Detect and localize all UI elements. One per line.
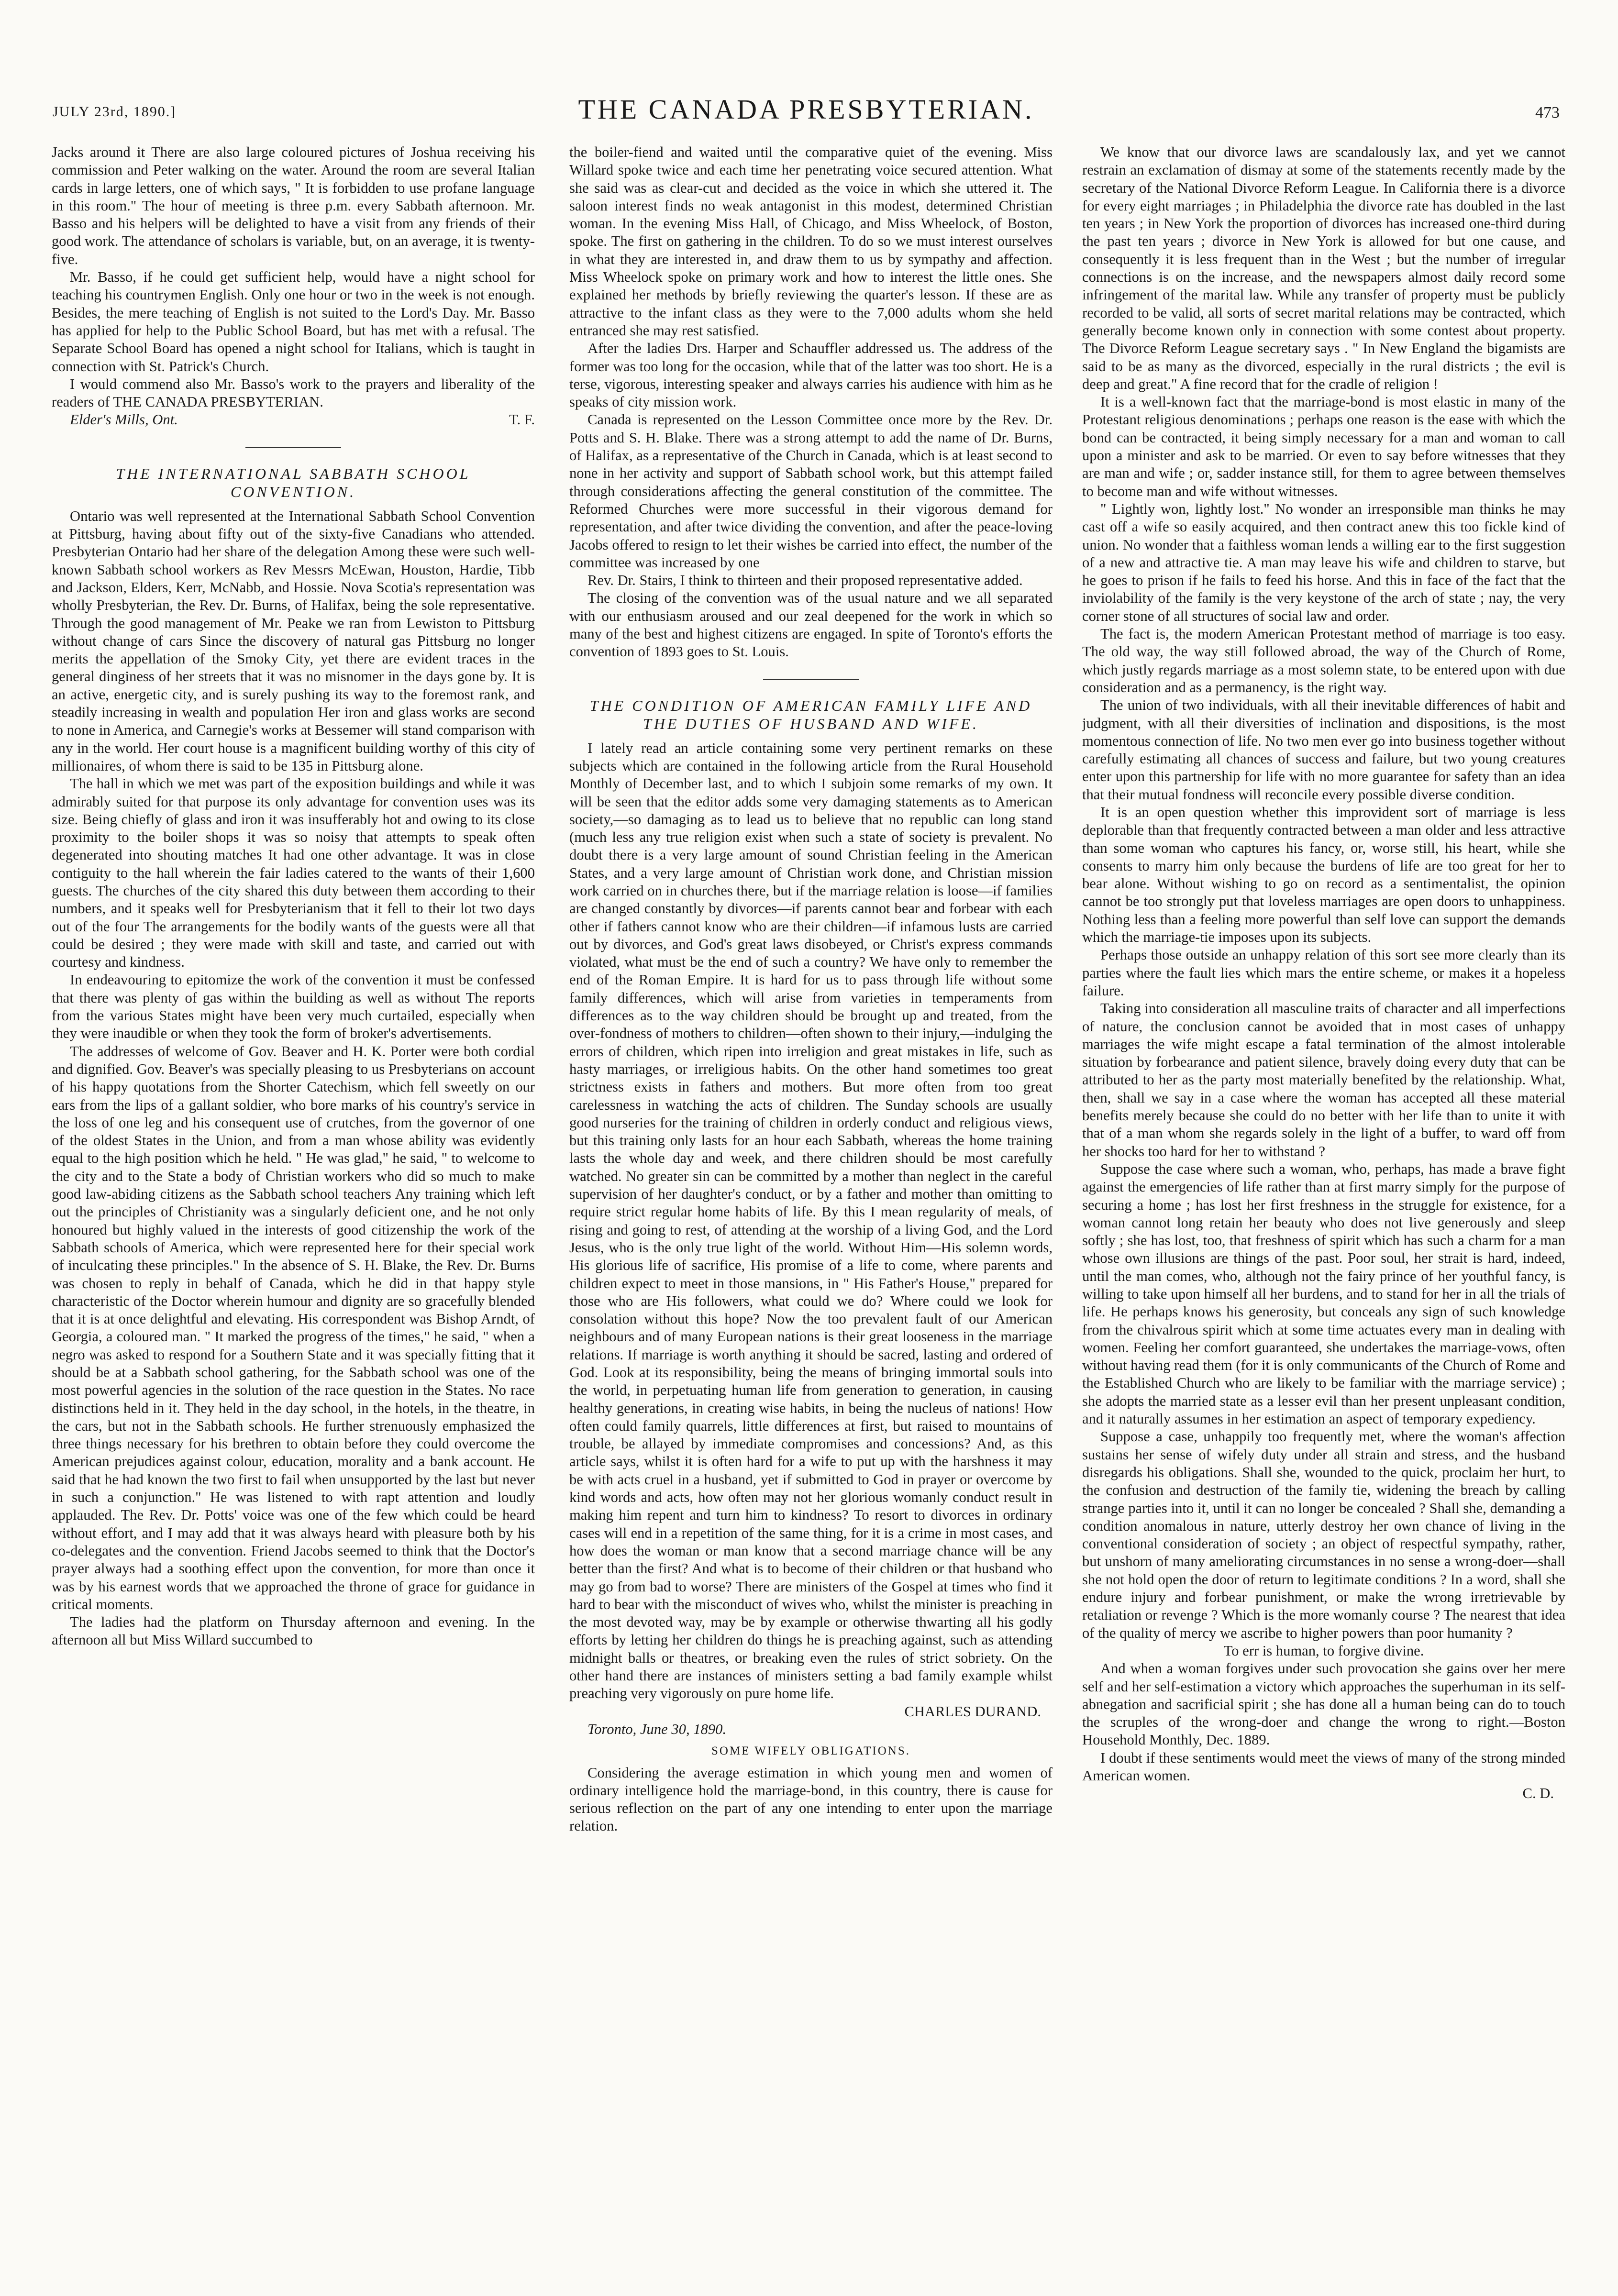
column-middle <box>569 144 1053 2267</box>
author-initials: C. D. <box>1522 1785 1554 1802</box>
paragraph: I would commend also Mr. Basso's work to the prayers and liberality of the readers of THE CANADA PRESBYTERIAN. <box>52 375 535 410</box>
paragraph: Mr. Basso, if he could get sufficient help, would have a night school for teaching his countrymen English. Only one hour or two in the week is not enough. Besides, the mere teaching of English is not suited to the Lord's Day. Mr. Basso has applied for help to the Public School Board, but has met with a refusal. The Separate School Board has opened a night school for Italians, which is taught in connection with St. Patrick's Church. <box>52 269 535 375</box>
dateline: Toronto, June 30, 1890. <box>587 1721 727 1737</box>
paragraph: The fact is, the modern American Protestant method of marriage is too easy. The old way, the way still followed abroad, the way of the Church of Rome, which justly regards marriage as a most solemn state, to be entered upon with due consideration and as a permanency, is the right way. <box>1082 626 1565 695</box>
paragraph: Perhaps those outside an unhappy relation of this sort see more clearly than its parties where the fault lies which mars the entire scheme, or makes it a hopeless failure. <box>1082 947 1565 999</box>
paragraph: Ontario was well represented at the International Sabbath School Convention at Pittsburg, having about fifty out of the sixty-five Canadians who attended. Presbyterian Ontario had her share of the delegation Among these were such well-known Sabbath school workers as Rev Messrs McEwan, Houston, Hardie, Tibb and Jackson, Elders, Kerr, McNabb, and Hossie. Nova Scotia's representation was wholly Presbyterian, the Rev. Dr. Burns, of Halifax, being the sole representative. Through the good management of Mr. Peake we ran from Lewiston to Pittsburg without change of cars Since the discovery of natural gas Pittsburg no longer merits the appellation of the Smoky City, yet there are evident traces in the general dinginess of her streets that it was no misnomer in the days gone by. It is an active, energetic city, and is surely pushing its way to the foremost rank, and steadily increasing in wealth and population Her iron and glass works are second to none in America, and Carnegie's works at Bessemer will stand comparison with any in the world. Her court house is a magnificent building worthy of this city of millionaires, of whom there is said to be 135 in Pittsburg alone. <box>52 508 535 774</box>
paragraph: Suppose the case where such a woman, who, perhaps, has made a brave fight against the emergencies of life rather than at first marry simply for the purpose of securing a home ; has lost her first freshness in the struggle for existence, for a woman cannot long retain her beauty who does not live generously and sleep softly ; she has lost, too, that freshness of spirit which has such a charm for a man whose own illusions are things of the past. Poor soul, her strait is hard, indeed, until the man comes, who, although not the fairy prince of her youthful fancy, is willing to take upon himself all her burdens, and to stand for her in all the trials of life. He perhaps knows his generosity, but conceals any sign of such knowledge from the chivalrous spirit which at some time actuates every man in dealing with women. Feeling her comfort guaranteed, she undertakes the marriage-vows, often without having read them (for it is only communicants of the Church of Rome and the Established Church who are likely to be familiar with the marriage service) ; she adopts the married state as a lesser evil than her present unpleasant condition, and it naturally assumes in her estimation an aspect of temporary expediency. <box>1082 1160 1565 1427</box>
author-signature: CHARLES DURAND. <box>904 1703 1041 1720</box>
paragraph: Taking into consideration all masculine traits of character and all imperfections of nature, the conclusion cannot be avoided that in most cases of unhappy marriages the wife might escape a fatal termination of the almost intolerable situation by forbearance and patient silence, bravely doing every duty that can be attributed to her as the party most materially benefited by the relationship. What, then, shall we say in a case where the woman has accepted all these material benefits merely because she could do no better with her life than to unite it with that of a man whom she regards solely in the light of a buffer, to ward off from her shocks too hard for her to withstand ? <box>1082 1000 1565 1159</box>
paragraph: The addresses of welcome of Gov. Beaver and H. K. Porter were both cordial and dignified. Gov. Beaver's was specially pleasing to us Presbyterians on account of his happy quotations from the Shorter Catechism, which fell sweetly on our ears from the lips of a gallant soldier, who bore marks of his country's service in the loss of one leg and his consequent use of crutches, from the governor of one of the oldest States in the Union, and from a man whose ability was evidently equal to the high position which he held. " He was glad," he said, " to welcome to the city and to the State a body of Christian workers who did so much to make good law-abiding citizens as the Sabbath school teachers Any training which left out the principles of Christianity was a singularly deficient one, and he not only honoured but highly valued in the interests of good citizenship the work of the Sabbath schools of America, which were represented here for their special work of inculcating these principles." In the absence of S. H. Blake, the Rev. Dr. Burns was chosen to reply in behalf of Canada, which he did in that happy style characteristic of the Doctor wherein humour and dignity are so gracefully blended that it is at once delightful and elevating. His correspondent was Bishop Arndt, of Georgia, a coloured man. " It marked the progress of the times," he said, " when a negro was asked to respond for a Southern State and it was specially fitting that it should be at a Sabbath school gathering, for the Sabbath school was one of the most powerful agencies in the solution of the race question in the States. No race distinctions held in it. They held in the day school, in the hotels, in the theatre, in the cars, but not in the Sabbath schools. He further strenuously emphasized the three things necessary for his brethren to obtain before they could overcome the American prejudices against colour, education, morality and a bank account. He said that he had known the two first to fail when unsupported by the last but never in such a conjunction." He was listened to with rapt attention and loudly applauded. The Rev. Dr. Potts' voice was one of the few which could be heard without effort, and I may add that it was always heard with pleasure both by his co-delegates and the convention. Friend Jacobs seemed to think that the Doctor's prayer always had a soothing effect upon the convention, for more than once it was by his earnest words that we approached the throne of grace for guidance in critical moments. <box>52 1043 535 1612</box>
paragraph: The ladies had the platform on Thursday afternoon and evening. In the afternoon all but Miss Willard succumbed to <box>52 1614 535 1648</box>
paragraph: " Lightly won, lightly lost." No wonder an irresponsible man thinks he may cast off a wife so easily acquired, and then contract anew this too fickle kind of union. No wonder that a faithless woman lends a willing ear to the first suggestion of a new and attractive tie. A man may leave his wife and children to starve, but he goes to prison if he fails to feed his horse. And this in face of the fact that the inviolability of the family is the very keystone of the arch of state ; nay, the very corner stone of all structures of social law and order. <box>1082 500 1565 624</box>
place-name: Elder's Mills, Ont. <box>70 411 178 428</box>
paragraph: After the ladies Drs. Harper and Schauffler addressed us. The address of the former was too long for the occasion, while that of the latter was too short. He is a terse, vigorous, interesting speaker and always carries his audience with him as he speaks of city mission work. <box>569 340 1053 410</box>
section-divider <box>245 447 341 448</box>
author-initials: T. F. <box>509 411 535 428</box>
paragraph: the boiler-fiend and waited until the comparative quiet of the evening. Miss Willard spoke twice and each time her penetrating voice secured attention. What she said was as clear-cut and decided as the voice in which she uttered it. The saloon interest finds no weak antagonist in this modest, determined Christian woman. In the evening Miss Hall, of Chicago, and Miss Wheelock, of Boston, spoke. The first on gathering in the children. To do so we must interest ourselves in what they are interested in, and draw them to us by sympathy and affection. Miss Wheelock spoke on primary work and how to interest the little ones. She explained her methods by briefly reviewing the quarter's lesson. If these are as attractive to the infant class as they were to the 7,000 adults whom she held entranced she may rest satisfied. <box>569 144 1053 339</box>
paragraph: It is an open question whether this improvident sort of marriage is less deplorable than that frequently contracted between a man older and less attractive than some woman who captures his fancy, or, worse still, his heart, while she consents to marry him only because the burdens of life are too great for her to bear alone. Without wishing to go on record as a sentimentalist, the opinion cannot be too strongly put that loveless marriages are open doors to unhappiness. Nothing less than a feeling more powerful than self love can support the demands which the marriage-tie imposes upon its subjects. <box>1082 804 1565 946</box>
paragraph: We know that our divorce laws are scandalously lax, and yet we cannot restrain an exclamation of dismay at some of the statements recently made by the secretary of the National Divorce Reform League. In California there is a divorce for every eight marriages ; in Philadelphia the divorce rate has doubled in the last ten years ; in New York the proportion of divorces has increased one-third during the past ten years ; divorce in New York is allowed for but one cause, and consequently it is less frequent than in the West ; but the number of irregular connections is on the increase, and the newspapers almost daily record some infringement of the marital law. While any transfer of property must be publicly recorded to be valid, all sorts of secret marital relations may be contracted, which generally become known only in connection with some contest about property. The Divorce Reform League secretary says . " In New England the bigamists are said to be as many as the divorced, especially in the rural districts ; the evil is deep and great." A fine record that for the cradle of religion ! <box>1082 144 1565 392</box>
newspaper-title: THE CANADA PRESBYTERIAN. <box>578 94 1034 125</box>
paragraph: The union of two individuals, with all their inevitable differences of habit and judgment, with all their diversities of inclination and dispositions, is the most momentous connection of life. No two men ever go into business together without carefully estimating all chances of success and failure, but two young creatures enter upon this partnership for life with no more guarantee for safety than an idea that their mutual fondness will reconcile every possible diverse condition. <box>1082 697 1565 803</box>
article-heading: THE INTERNATIONAL SABBATH SCHOOL CONVENTION. <box>116 464 471 500</box>
paragraph: The closing of the convention was of the usual nature and we all separated with our enthusiasm aroused and our zeal deepened for the work in which so many of the best and highest citizens are engaged. In spite of Toronto's efforts the convention of 1893 goes to St. Louis. <box>569 590 1053 660</box>
paragraph: Considering the average estimation in which young men and women of ordinary intelligence hold the marriage-bond, in this country, there is cause for serious reflection on the part of any one intending to enter upon the marriage relation. <box>569 1764 1053 1834</box>
column-right <box>1082 144 1565 2267</box>
paragraph: I doubt if these sentiments would meet the views of many of the strong minded American women. <box>1082 1749 1565 1784</box>
paragraph: Canada is represented on the Lesson Committee once more by the Rev. Dr. Potts and S. H. Blake. There was a strong attempt to add the name of Dr. Burns, of Halifax, as a representative of the Church in Canada, which is at least second to none in her activity and support of Sabbath school work, but this attempt failed through considerations affecting the general constitution of the committee. The Reformed Churches were more successful in their vigorous demand for representation, and after twice dividing the convention, and after the peace-loving Jacobs offered to resign to let their wishes be carried into effect, the number of the committee was increased by one <box>569 411 1053 571</box>
paragraph: In endeavouring to epitomize the work of the convention it must be confessed that there was plenty of gas within the building as well as without The reports from the various States might have been very much curtailed, especially when they were inaudible or when they took the form of broker's advertisements. <box>52 971 535 1042</box>
paragraph: Suppose a case, unhappily too frequently met, where the woman's affection sustains her sense of wifely duty under all strain and stress, and the husband disregards his obligations. Shall she, wounded to the quick, proclaim her hurt, to the confusion and destruction of the family tie, widening the breach by calling strange parties into it, until it can no longer be concealed ? Shall she, demanding a condition anomalous in nature, utterly destroy her own chance of living in the conventional consideration of society ; an object of respectful sympathy, rather, but unshorn of many ameliorating circumstances in no sense a wrong-doer—shall she not hold open the door of return to legitimate conditions ? In a word, shall she endure injury and forbear punishment, or make the wrong irretrievable by retaliation or revenge ? Which is the more womanly course ? The nearest that idea of the quality of mercy we ascribe to higher powers than poor humanity ? <box>1082 1428 1565 1641</box>
paragraph: The hall in which we met was part of the exposition buildings and while it was admirably suited for that purpose its only advantage for convention uses was its size. Being chiefly of glass and iron it was insufferably hot and owing to its close proximity to the boiler shops it was so noisy that attempts to speak often degenerated into shouting matches It had one other advantage. It was in close contiguity to the hall wherein the fair ladies catered to the wants of their 1,600 guests. The churches of the city shared this duty between them according to their numbers, and it speaks well for Presbyterianism that it fell to their lot two days out of the four The arrangements for the bodily wants of the guests were all that could be desired ; they were made with skill and taste, and carried out with courtesy and kindness. <box>52 775 535 971</box>
issue-date: JULY 23rd, 1890.] <box>53 104 177 120</box>
paragraph: Rev. Dr. Stairs, I think to thirteen and their proposed representative added. <box>587 572 1023 589</box>
article-subheading: SOME WIFELY OBLIGATIONS. <box>711 1744 911 1758</box>
paragraph: And when a woman forgives under such provocation she gains over her mere self and her self-estimation a victory which approaches the superhuman in its self-abnegation and sacrificial spirit ; she has done all a human being can do to touch the scruples of the wrong-doer and change the wrong to right.—Boston Household Monthly, Dec. 1889. <box>1082 1660 1565 1748</box>
section-divider <box>763 679 859 680</box>
column-left <box>52 144 535 2267</box>
paragraph: Jacks around it There are also large coloured pictures of Joshua receiving his commission and Peter walking on the water. Around the room are several Italian cards in large letters, one of which says, " It is forbidden to use profane language in this room." The hour of meeting is three p.m. every Sabbath afternoon. Mr. Basso and his helpers will be delighted to have a visit from any friends of their good work. The attendance of scholars is variable, but, on an average, it is twenty-five. <box>52 144 535 267</box>
page-number: 473 <box>1535 104 1560 121</box>
paragraph: I lately read an article containing some very pertinent remarks on these subjects which are contained in the following article from the Rural Household Monthly of December last, and to which I subjoin some remarks of my own. It will be seen that the editor adds some very damaging statements as to American society,—so damaging as to lead us to believe that no republic can long stand (much less any true religion exist when such a state of society is prevalent. No doubt there is a very large amount of sound Christian feeling in the American States, and a very large amount of Christian work done, and Christian mission work carried on in churches there, but if the marriage relation is loose—if families are changed constantly by divorces—if parents cannot bear and forbear with each other if fathers cannot know who are their children—if infamous lusts are carried out by divorces, and God's great laws disobeyed, or Christ's express commands violated, what must be the end of such a country? We have only to remember the end of the Roman Empire. It is hard for us to pass through life without some family differences, which will arise from varieties in temperaments from differences as to the way children should be brought up and treated, from the over-fondness of mothers to children—often shown to their injury,—indulging the errors of children, which ripen into irreligion and great mistakes in life, such as hasty marriages, or irreligious habits. On the other hand sometimes too great strictness exists in fathers and mothers. But more often from too great carelessness in watching the acts of children. The Sunday schools are usually good nurseries for the training of children in orderly conduct and religious views, but this training only lasts for an hour each Sabbath, whereas the home training lasts the whole day and week, and there children should be most carefully watched. No greater sin can be committed by a mother than neglect in the careful supervision of her daughter's conduct, or by a father and mother than omitting to require strict regular home habits of life. By this I mean regularity of meals, of rising and going to rest, of attending at the worship of a living God, and the Lord Jesus, who is the only true light of the world. Without Him—His solemn words, His glorious life of sacrifice, His promise of a life to come, where parents and children expect to meet in those mansions, in " His Father's House," prepared for those who are His followers, what could we do? Where could we look for consolation without this hope? Now the too prevalent fault of our American neighbours and of many European nations is their great looseness in the marriage relations. If marriage is worth anything it should be sacred, lasting and ordered of God. Look at its responsibility, being the means of bringing immortal souls into the world, in perpetuating human life from generation to generation, in causing healthy generations, in creating wise habits, in being the nucleus of nations! How often could family quarrels, little differences at first, but raised to mountains of trouble, be allayed by immediate compromises and concessions? And, as this article says, whilst it is often hard for a wife to put up with the harshness it may be with acts cruel in a husband, yet if submitted to God in prayer or overcome by kind words and acts, how often may not her glorious womanly conduct result in making him repent and turn him to kindness? To resort to divorces in ordinary cases will end in a repetition of the same thing, for it is a crime in most cases, and how does the woman or man know that a second marriage chance will be any better than the first? And what is to become of their children or that husband who may go from bad to worse? There are ministers of the Gospel at times who find it hard to bear with the misconduct of wives who, whilst the minister is preaching in the most devoted way, may be by example or otherwise thwarting all his godly efforts by letting her children do things he is preaching against, such as attending midnight balls or theatres, or breaking even the rules of strict sobriety. On the other hand there are instances of ministers setting a bad family example whilst preaching very vigorously on pure home life. <box>569 740 1053 1702</box>
page-header <box>53 93 1560 136</box>
quotation: To err is human, to forgive divine. <box>1223 1642 1424 1659</box>
paragraph: It is a well-known fact that the marriage-bond is most elastic in many of the Protestant religious denominations ; perhaps one reason is the ease with which the bond can be contracted, it being simply necessary for a man and woman to call upon a minister and ask to be married. Or even to say before witnesses that they are man and wife ; or, sadder instance still, for them to agree between themselves to become man and wife without witnesses. <box>1082 394 1565 499</box>
article-heading: THE CONDITION OF AMERICAN FAMILY LIFE AND THE DUTIES OF HUSBAND AND WIFE. <box>589 696 1032 732</box>
signature-line <box>52 411 535 429</box>
